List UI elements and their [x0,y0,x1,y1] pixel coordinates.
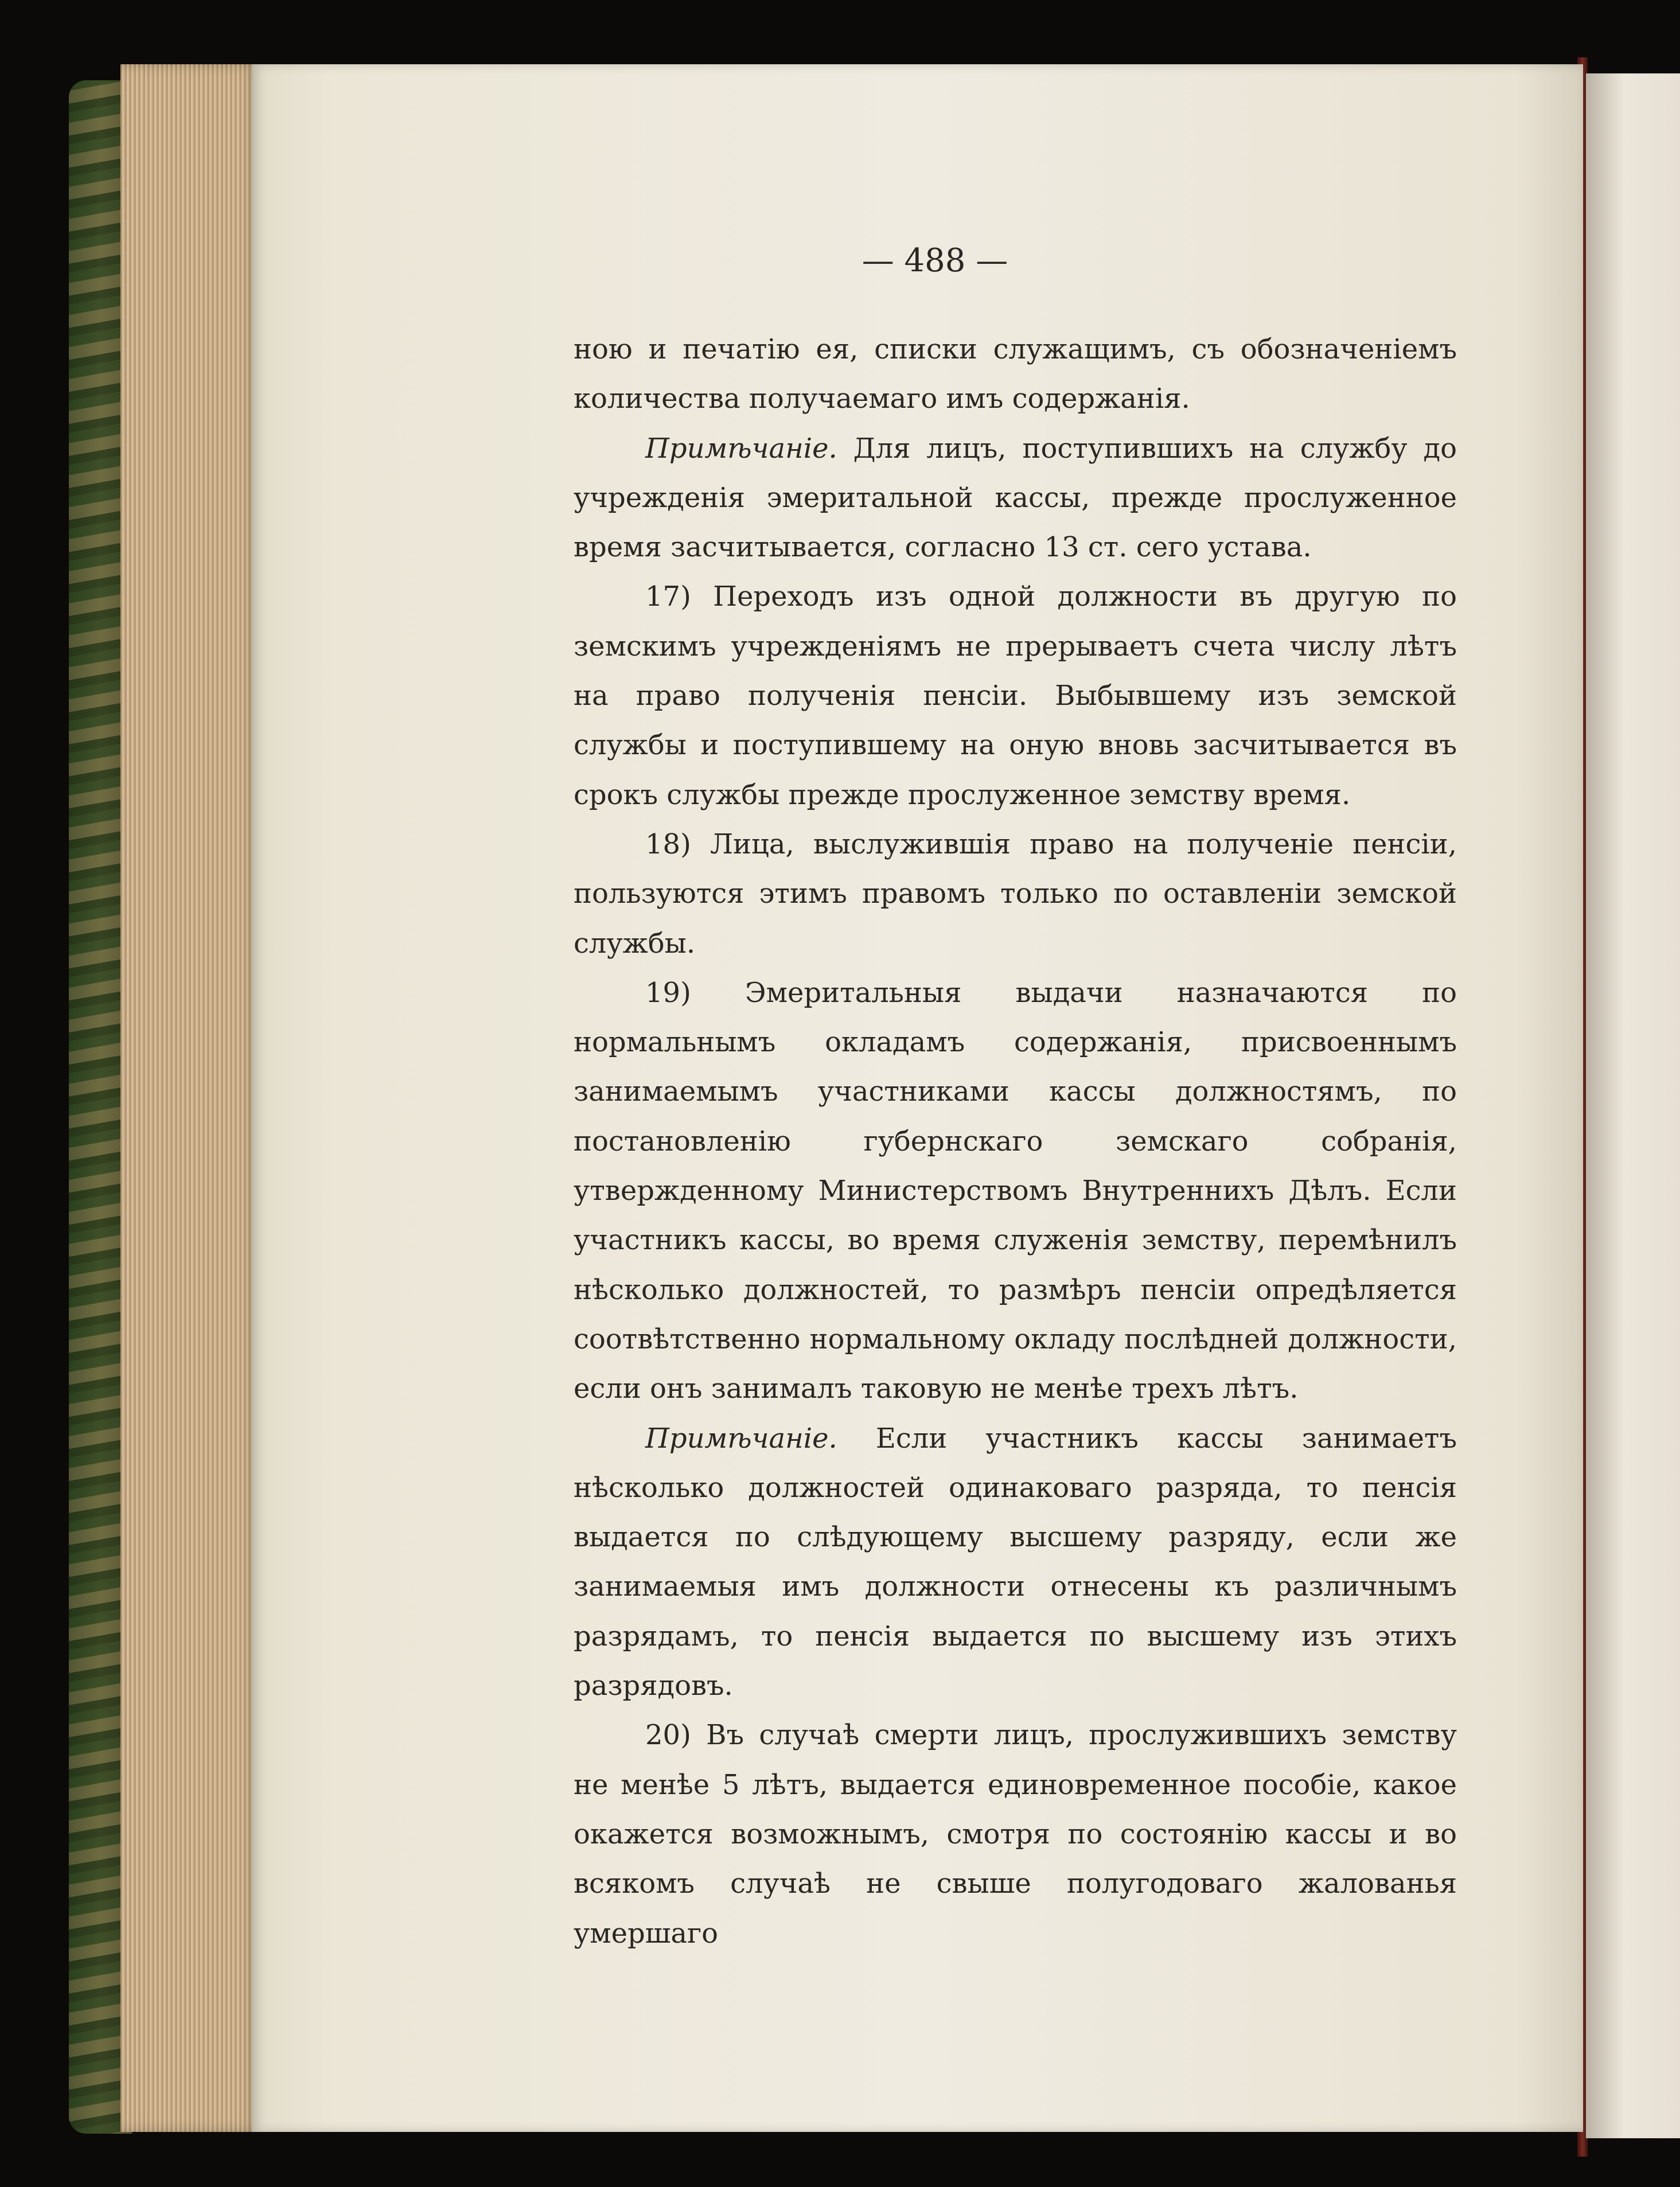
paragraph-text: 17) Переходъ изъ одной должности въ другую по земскимъ учрежденіямъ не прерываетъ счета числу лѣтъ на право полученія пенсіи. Выбывшему изъ земской службы и поступившему на оную вновь засчитывается въ срокъ службы прежде прослуженное земству время. [574,580,1457,811]
paragraph-text: Если участникъ кассы занимаетъ нѣсколько должностей одинаковаго разряда, то пенсія выдается по слѣдующему высшему разряду, если же занимаемыя имъ должности отнесены къ различнымъ разрядамъ, то пенсія выдается по высшему изъ этихъ разрядовъ. [574,1422,1457,1702]
paragraph-text: 19) Эмеритальныя выдачи назначаются по нормальнымъ окладамъ содержанія, присвоеннымъ занимаемымъ участниками кассы должностямъ, по постановленію губернскаго земскаго собранія, утвержденному Министерствомъ Внутреннихъ Дѣлъ. Если участникъ кассы, во время служенія земству, перемѣнилъ нѣсколько должностей, то размѣръ пенсіи опредѣляется соотвѣтственно нормальному окладу послѣдней должности, если онъ занималъ таковую не менѣе трехъ лѣтъ. [574,976,1457,1405]
page-text [574,325,1457,1958]
paragraph-3 [574,820,1457,968]
paragraph-6 [574,1710,1457,1958]
paragraph-text: 20) Въ случаѣ смерти лицъ, прослужившихъ земству не менѣе 5 лѣтъ, выдается единовременное пособіе, какое окажется возможнымъ, смотря по состоянію кассы и во всякомъ случаѣ не свыше полугодоваго жалованья умершаго [574,1719,1457,1950]
paragraph-4 [574,968,1457,1414]
note-label: Примѣчаніе. [645,432,837,465]
paragraph-2 [574,572,1457,819]
paragraph-text: ною и печатію ея, списки служащимъ, съ обозначеніемъ количества получаемаго имъ содержанія. [574,333,1457,415]
paragraph-1 [574,424,1457,572]
paragraph-text: 18) Лица, выслужившія право на полученіе пенсіи, пользуются этимъ правомъ только по оставленіи земской службы. [574,828,1457,960]
facing-page-edge [1586,73,1680,2138]
paragraph-5 [574,1414,1457,1711]
note-label: Примѣчаніе. [645,1422,837,1455]
paragraph-0 [574,325,1457,424]
page-edges [120,64,258,2132]
page-number: — 488 — [862,242,1008,279]
paragraph-text: Для лицъ, поступившихъ на службу до учрежденія эмеритальной кассы, прежде прослуженное время засчитывается, согласно 13 ст. сего устава. [574,432,1457,564]
